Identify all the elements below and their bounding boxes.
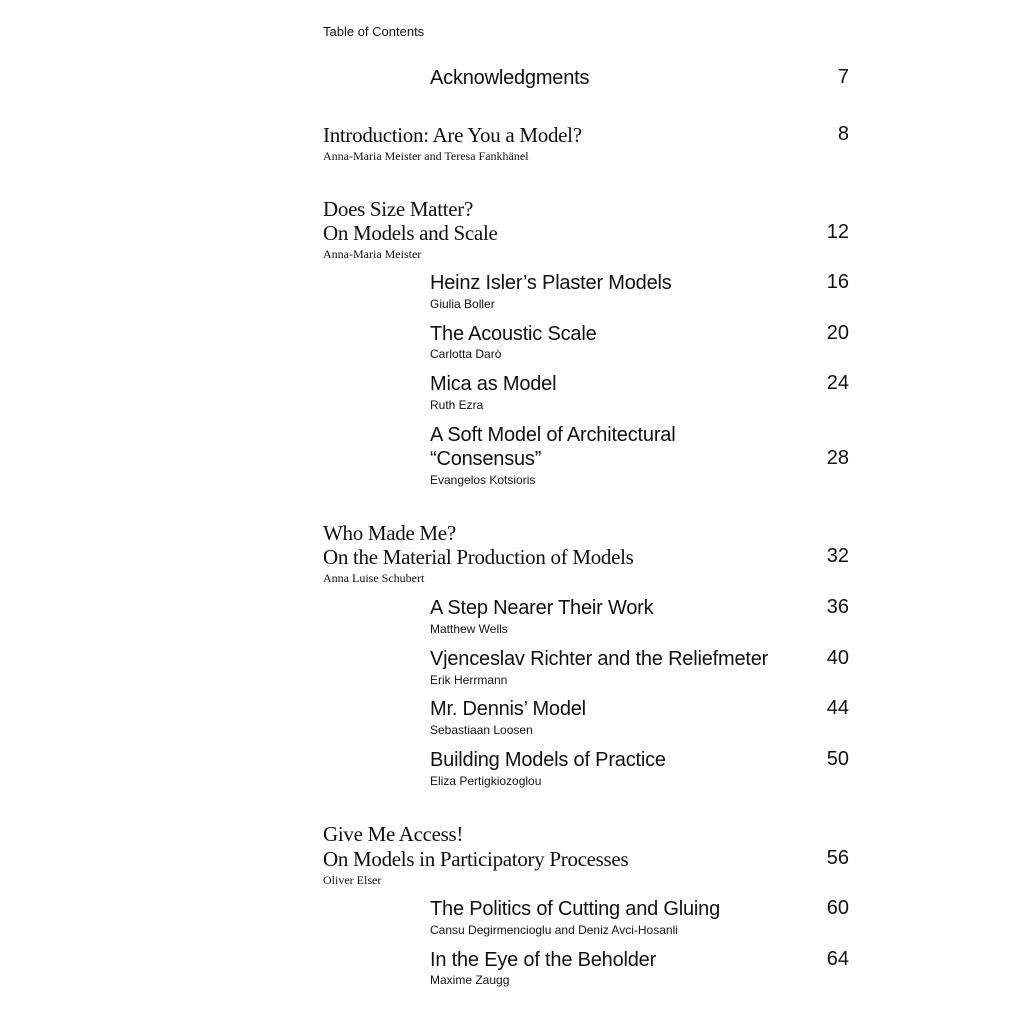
section-2-title-line2[interactable]: On the Material Production of Models: [323, 545, 634, 569]
chapter-3-1-author: Cansu Degirmencioglu and Deniz Avci-Hosanli: [430, 923, 678, 937]
chapter-2-3-title[interactable]: Mr. Dennis’ Model: [430, 698, 586, 720]
introduction-author: Anna-Maria Meister and Teresa Fankhänel: [323, 149, 529, 163]
introduction-page: 8: [837, 123, 849, 145]
chapter-3-2-author: Maxime Zaugg: [430, 973, 510, 987]
chapter-1-1-page: 16: [826, 271, 849, 293]
chapter-1-4-page: 28: [826, 447, 849, 469]
chapter-2-4-page: 50: [826, 748, 849, 770]
toc-header: Table of Contents: [323, 24, 425, 39]
chapter-2-2-title[interactable]: Vjenceslav Richter and the Reliefmeter: [430, 648, 769, 670]
chapter-1-1-title[interactable]: Heinz Isler’s Plaster Models: [430, 272, 672, 294]
section-1-author: Anna-Maria Meister: [323, 247, 422, 261]
chapter-3-2-page: 64: [826, 948, 849, 970]
chapter-2-3-page: 44: [826, 697, 849, 719]
section-3-title-line1[interactable]: Give Me Access!: [323, 822, 464, 846]
chapter-1-3-title[interactable]: Mica as Model: [430, 373, 557, 395]
chapter-1-2-author: Carlotta Darò: [430, 347, 502, 361]
section-2-title-line1[interactable]: Who Made Me?: [323, 521, 456, 545]
chapter-1-2-page: 20: [826, 322, 849, 344]
section-3-title-line2[interactable]: On Models in Participatory Processes: [323, 847, 629, 871]
section-1-title-line2[interactable]: On Models and Scale: [323, 221, 498, 245]
chapter-1-1-author: Giulia Boller: [430, 297, 495, 311]
chapter-2-2-author: Erik Herrmann: [430, 673, 508, 687]
acknowledgments-page: 7: [837, 66, 849, 88]
chapter-2-1-author: Matthew Wells: [430, 622, 508, 636]
section-1-title-line1[interactable]: Does Size Matter?: [323, 197, 474, 221]
chapter-2-3-author: Sebastiaan Loosen: [430, 723, 533, 737]
section-3-author: Oliver Elser: [323, 873, 382, 887]
section-3-page: 56: [826, 847, 849, 869]
chapter-2-1-page: 36: [826, 596, 849, 618]
chapter-2-4-author: Eliza Pertigkiozoglou: [430, 774, 542, 788]
chapter-1-2-title[interactable]: The Acoustic Scale: [430, 323, 597, 345]
chapter-1-3-page: 24: [826, 372, 849, 394]
introduction-title[interactable]: Introduction: Are You a Model?: [323, 123, 582, 147]
chapter-1-4-title-line2[interactable]: “Consensus”: [430, 448, 542, 470]
chapter-2-4-title[interactable]: Building Models of Practice: [430, 749, 666, 771]
acknowledgments-title[interactable]: Acknowledgments: [430, 67, 590, 89]
chapter-1-4-author: Evangelos Kotsioris: [430, 473, 536, 487]
chapter-3-2-title[interactable]: In the Eye of the Beholder: [430, 949, 657, 971]
chapter-1-3-author: Ruth Ezra: [430, 398, 484, 412]
section-1-page: 12: [826, 221, 849, 243]
chapter-3-1-title[interactable]: The Politics of Cutting and Gluing: [430, 898, 721, 920]
chapter-1-4-title-line1[interactable]: A Soft Model of Architectural: [430, 424, 676, 446]
chapter-2-2-page: 40: [826, 647, 849, 669]
section-2-author: Anna Luise Schubert: [323, 571, 425, 585]
section-2-page: 32: [826, 545, 849, 567]
chapter-2-1-title[interactable]: A Step Nearer Their Work: [430, 597, 654, 619]
chapter-3-1-page: 60: [826, 897, 849, 919]
